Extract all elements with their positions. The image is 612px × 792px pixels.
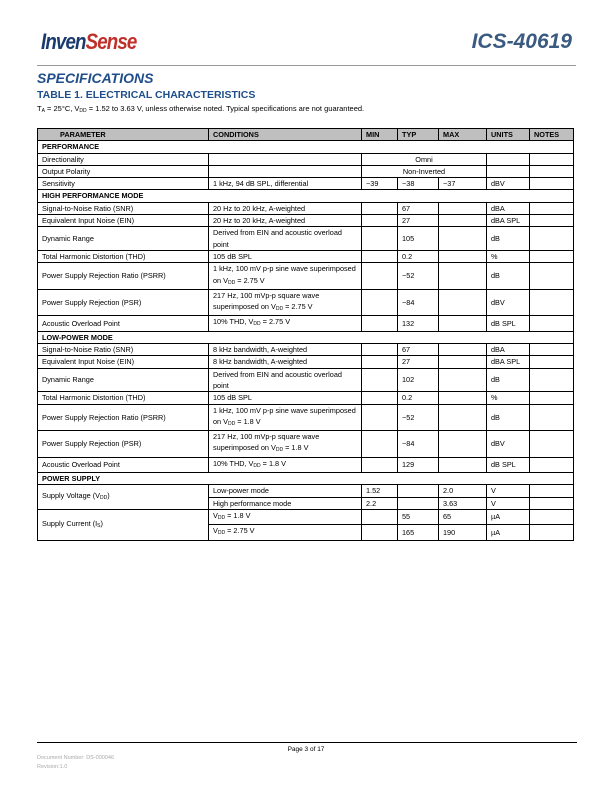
text-segment: = 2.75 V xyxy=(260,317,291,327)
typ-cell: 102 xyxy=(398,368,439,392)
text-segment: = 2.75 V xyxy=(235,275,265,285)
notes-cell xyxy=(530,457,574,472)
conditions-cell xyxy=(209,509,362,524)
table-row xyxy=(38,227,574,251)
text-segment: 217 Hz, 100 mVp-p square wave superimposed on V xyxy=(213,290,320,312)
conditions-cell: 105 dB SPL xyxy=(209,392,362,404)
conditions-cell: 1 kHz, 94 dB SPL, differential xyxy=(209,178,362,190)
text-segment: = 25°C, V xyxy=(44,104,80,113)
col-min: MIN xyxy=(362,129,398,141)
text-segment: V xyxy=(213,510,218,520)
typ-cell: 55 xyxy=(398,509,439,524)
section-title: SPECIFICATIONS xyxy=(37,70,154,86)
document-id: ICS-40619 xyxy=(471,30,572,53)
table-row xyxy=(38,457,574,472)
notes-cell xyxy=(530,215,574,227)
conditions-cell xyxy=(209,431,362,458)
units-cell: dBV xyxy=(487,178,530,190)
units-cell: % xyxy=(487,392,530,404)
conditions-cell: 8 kHz bandwidth, A-weighted xyxy=(209,356,362,368)
units-cell: % xyxy=(487,250,530,262)
document-number: Document Number: DS-000046 xyxy=(37,755,115,761)
min-cell xyxy=(362,215,398,227)
max-cell: 190 xyxy=(439,525,487,540)
max-cell xyxy=(439,431,487,458)
table-row xyxy=(38,178,574,190)
notes-cell xyxy=(530,289,574,316)
units-cell: dB xyxy=(487,263,530,290)
conditions-cell xyxy=(209,263,362,290)
conditions-cell: Derived from EIN and acoustic overload point xyxy=(209,227,362,251)
units-cell: µA xyxy=(487,509,530,524)
typ-cell: 27 xyxy=(398,356,439,368)
typ-cell xyxy=(398,497,439,509)
notes-cell xyxy=(530,250,574,262)
typ-cell: 67 xyxy=(398,344,439,356)
text-segment: ) xyxy=(107,490,110,500)
table-row xyxy=(38,263,574,290)
conditions-cell: High performance mode xyxy=(209,497,362,509)
units-cell: dBV xyxy=(487,289,530,316)
max-cell xyxy=(439,202,487,214)
text-segment: 217 Hz, 100 mVp-p square wave superimposed on V xyxy=(213,432,320,453)
min-cell xyxy=(362,202,398,214)
max-cell xyxy=(439,457,487,472)
parameter-cell: Signal-to-Noise Ratio (SNR) xyxy=(38,344,209,356)
max-cell: 3.63 xyxy=(439,497,487,509)
section-label: LOW-POWER MODE xyxy=(38,331,574,343)
min-cell xyxy=(362,368,398,392)
typ-cell: −84 xyxy=(398,431,439,458)
table-header-row xyxy=(38,129,574,141)
max-cell xyxy=(439,263,487,290)
units-cell xyxy=(487,165,530,177)
max-cell xyxy=(439,316,487,331)
notes-cell xyxy=(530,227,574,251)
min-cell xyxy=(362,404,398,431)
notes-cell xyxy=(530,485,574,497)
notes-cell xyxy=(530,202,574,214)
table-title: TABLE 1. ELECTRICAL CHARACTERISTICS xyxy=(37,89,256,101)
typ-cell: 67 xyxy=(398,202,439,214)
conditions-cell xyxy=(209,457,362,472)
min-cell xyxy=(362,509,398,524)
value-cell: Non-Inverted xyxy=(362,165,487,177)
subscript: DD xyxy=(275,447,284,454)
min-cell: 1.52 xyxy=(362,485,398,497)
notes-cell xyxy=(530,344,574,356)
units-cell: dBA SPL xyxy=(487,215,530,227)
units-cell: V xyxy=(487,497,530,509)
table-row xyxy=(38,165,574,177)
invensense-logo xyxy=(41,29,136,55)
section-row xyxy=(38,473,574,485)
text-segment: 10% THD, V xyxy=(213,458,254,468)
text-segment: = 2.75 V xyxy=(225,526,255,536)
units-cell: dBA SPL xyxy=(487,356,530,368)
table-row xyxy=(38,153,574,165)
min-cell xyxy=(362,316,398,331)
parameter-cell: Dynamic Range xyxy=(38,227,209,251)
text-segment: = 2.75 V xyxy=(283,302,313,312)
parameter-cell: Power Supply Rejection Ratio (PSRR) xyxy=(38,404,209,431)
conditions-cell: 20 Hz to 20 kHz, A-weighted xyxy=(209,215,362,227)
units-cell: dB xyxy=(487,368,530,392)
parameter-cell: Total Harmonic Distortion (THD) xyxy=(38,250,209,262)
col-max: MAX xyxy=(439,129,487,141)
subscript: DD xyxy=(217,514,226,521)
col-parameter: PARAMETER xyxy=(38,129,209,141)
units-cell: dB SPL xyxy=(487,316,530,331)
max-cell xyxy=(439,344,487,356)
conditions-cell xyxy=(209,153,362,165)
max-cell: 65 xyxy=(439,509,487,524)
section-label: HIGH PERFORMANCE MODE xyxy=(38,190,574,202)
notes-cell xyxy=(530,263,574,290)
subscript: DD xyxy=(79,108,87,114)
parameter-cell: Output Polarity xyxy=(38,165,209,177)
units-cell: µA xyxy=(487,525,530,540)
min-cell xyxy=(362,227,398,251)
table-row xyxy=(38,316,574,331)
conditions-cell: 8 kHz bandwidth, A-weighted xyxy=(209,344,362,356)
table-row xyxy=(38,215,574,227)
text-segment: T xyxy=(37,104,42,113)
table-row xyxy=(38,368,574,392)
typ-cell: −84 xyxy=(398,289,439,316)
subscript: DD xyxy=(217,530,226,537)
min-cell xyxy=(362,392,398,404)
table-row xyxy=(38,431,574,458)
parameter-cell: Dynamic Range xyxy=(38,368,209,392)
logo-text-b: Sense xyxy=(85,29,137,54)
max-cell xyxy=(439,368,487,392)
text-segment: = 1.8 V xyxy=(283,443,309,453)
notes-cell xyxy=(530,316,574,331)
conditions-cell xyxy=(209,289,362,316)
notes-cell xyxy=(530,356,574,368)
subscript: DD xyxy=(253,321,261,328)
col-units: UNITS xyxy=(487,129,530,141)
notes-cell xyxy=(530,368,574,392)
min-cell xyxy=(362,263,398,290)
col-notes: NOTES xyxy=(530,129,574,141)
text-segment: 1 kHz, 100 mV p-p sine wave superimposed on V xyxy=(213,264,356,285)
section-row xyxy=(38,331,574,343)
min-cell xyxy=(362,356,398,368)
subscript: S xyxy=(97,522,101,529)
typ-cell: −52 xyxy=(398,404,439,431)
table-note xyxy=(37,104,364,114)
units-cell: dB SPL xyxy=(487,457,530,472)
typ-cell: −38 xyxy=(398,178,439,190)
subscript: DD xyxy=(228,420,236,427)
conditions-cell xyxy=(209,165,362,177)
notes-cell xyxy=(530,509,574,524)
conditions-cell: Derived from EIN and acoustic overload point xyxy=(209,368,362,392)
value-cell: Omni xyxy=(362,153,487,165)
units-cell: dB xyxy=(487,404,530,431)
max-cell: 2.0 xyxy=(439,485,487,497)
table-row xyxy=(38,289,574,316)
min-cell xyxy=(362,525,398,540)
text-segment: = 1.8 V xyxy=(225,510,251,520)
units-cell: dBV xyxy=(487,431,530,458)
typ-cell: 105 xyxy=(398,227,439,251)
parameter-cell: Equivalent Input Noise (EIN) xyxy=(38,215,209,227)
notes-cell xyxy=(530,525,574,540)
units-cell: V xyxy=(487,485,530,497)
footer-meta xyxy=(37,754,114,772)
units-cell xyxy=(487,153,530,165)
parameter-cell: Signal-to-Noise Ratio (SNR) xyxy=(38,202,209,214)
subscript: DD xyxy=(275,306,284,313)
subscript: DD xyxy=(100,494,108,501)
max-cell: −37 xyxy=(439,178,487,190)
min-cell xyxy=(362,344,398,356)
text-segment: = 1.8 V xyxy=(235,416,261,426)
text-segment: = 1.8 V xyxy=(260,458,287,468)
min-cell: 2.2 xyxy=(362,497,398,509)
conditions-cell: 20 Hz to 20 kHz, A-weighted xyxy=(209,202,362,214)
parameter-cell: Directionality xyxy=(38,153,209,165)
min-cell xyxy=(362,289,398,316)
max-cell xyxy=(439,289,487,316)
typ-cell: 132 xyxy=(398,316,439,331)
text-segment: Supply Voltage (V xyxy=(42,490,101,500)
section-label: PERFORMANCE xyxy=(38,141,574,153)
parameter-cell: Power Supply Rejection (PSR) xyxy=(38,289,209,316)
table-row xyxy=(38,356,574,368)
conditions-cell xyxy=(209,525,362,540)
logo-text-a: Inven xyxy=(41,29,86,54)
notes-cell xyxy=(530,165,574,177)
units-cell: dBA xyxy=(487,202,530,214)
table-row xyxy=(38,509,574,524)
parameter-cell: Power Supply Rejection (PSR) xyxy=(38,431,209,458)
table-row xyxy=(38,404,574,431)
section-row xyxy=(38,141,574,153)
max-cell xyxy=(439,227,487,251)
conditions-cell xyxy=(209,404,362,431)
max-cell xyxy=(439,404,487,431)
table-row xyxy=(38,392,574,404)
max-cell xyxy=(439,392,487,404)
parameter-cell: Sensitivity xyxy=(38,178,209,190)
revision: Revision:1.0 xyxy=(37,764,68,770)
min-cell xyxy=(362,250,398,262)
min-cell: −39 xyxy=(362,178,398,190)
section-label: POWER SUPPLY xyxy=(38,473,574,485)
table-row xyxy=(38,250,574,262)
subscript: DD xyxy=(228,279,236,286)
typ-cell: 129 xyxy=(398,457,439,472)
section-row xyxy=(38,190,574,202)
conditions-cell: Low-power mode xyxy=(209,485,362,497)
subscript: A xyxy=(41,108,45,114)
footer-divider xyxy=(37,742,577,743)
min-cell xyxy=(362,457,398,472)
notes-cell xyxy=(530,497,574,509)
subscript: DD xyxy=(253,462,261,469)
max-cell xyxy=(439,356,487,368)
table-row xyxy=(38,344,574,356)
typ-cell: 27 xyxy=(398,215,439,227)
text-segment: 1 kHz, 100 mV p-p sine wave superimposed on V xyxy=(213,405,356,426)
max-cell xyxy=(439,215,487,227)
max-cell xyxy=(439,250,487,262)
min-cell xyxy=(362,431,398,458)
conditions-cell: 105 dB SPL xyxy=(209,250,362,262)
conditions-cell xyxy=(209,316,362,331)
text-segment: V xyxy=(213,526,218,536)
parameter-cell: Power Supply Rejection Ratio (PSRR) xyxy=(38,263,209,290)
col-typ: TYP xyxy=(398,129,439,141)
parameter-cell xyxy=(38,485,209,510)
typ-cell: −52 xyxy=(398,263,439,290)
typ-cell: 165 xyxy=(398,525,439,540)
notes-cell xyxy=(530,392,574,404)
parameter-cell: Acoustic Overload Point xyxy=(38,457,209,472)
notes-cell xyxy=(530,431,574,458)
notes-cell xyxy=(530,153,574,165)
text-segment: 10% THD, V xyxy=(213,317,254,327)
table-row xyxy=(38,202,574,214)
parameter-cell: Acoustic Overload Point xyxy=(38,316,209,331)
table-row xyxy=(38,485,574,497)
electrical-characteristics-table xyxy=(37,128,574,541)
notes-cell xyxy=(530,178,574,190)
parameter-cell xyxy=(38,509,209,540)
parameter-cell: Equivalent Input Noise (EIN) xyxy=(38,356,209,368)
units-cell: dBA xyxy=(487,344,530,356)
col-conditions: CONDITIONS xyxy=(209,129,362,141)
text-segment: = 1.52 to 3.63 V, unless otherwise noted. Typical specifications are not guaranteed. xyxy=(86,104,365,113)
notes-cell xyxy=(530,404,574,431)
header-divider xyxy=(37,65,576,66)
parameter-cell: Total Harmonic Distortion (THD) xyxy=(38,392,209,404)
typ-cell: 0.2 xyxy=(398,250,439,262)
units-cell: dB xyxy=(487,227,530,251)
typ-cell xyxy=(398,485,439,497)
page-number: Page 3 of 17 xyxy=(287,746,325,753)
text-segment: ) xyxy=(100,518,103,528)
text-segment: Supply Current (I xyxy=(42,518,98,528)
typ-cell: 0.2 xyxy=(398,392,439,404)
